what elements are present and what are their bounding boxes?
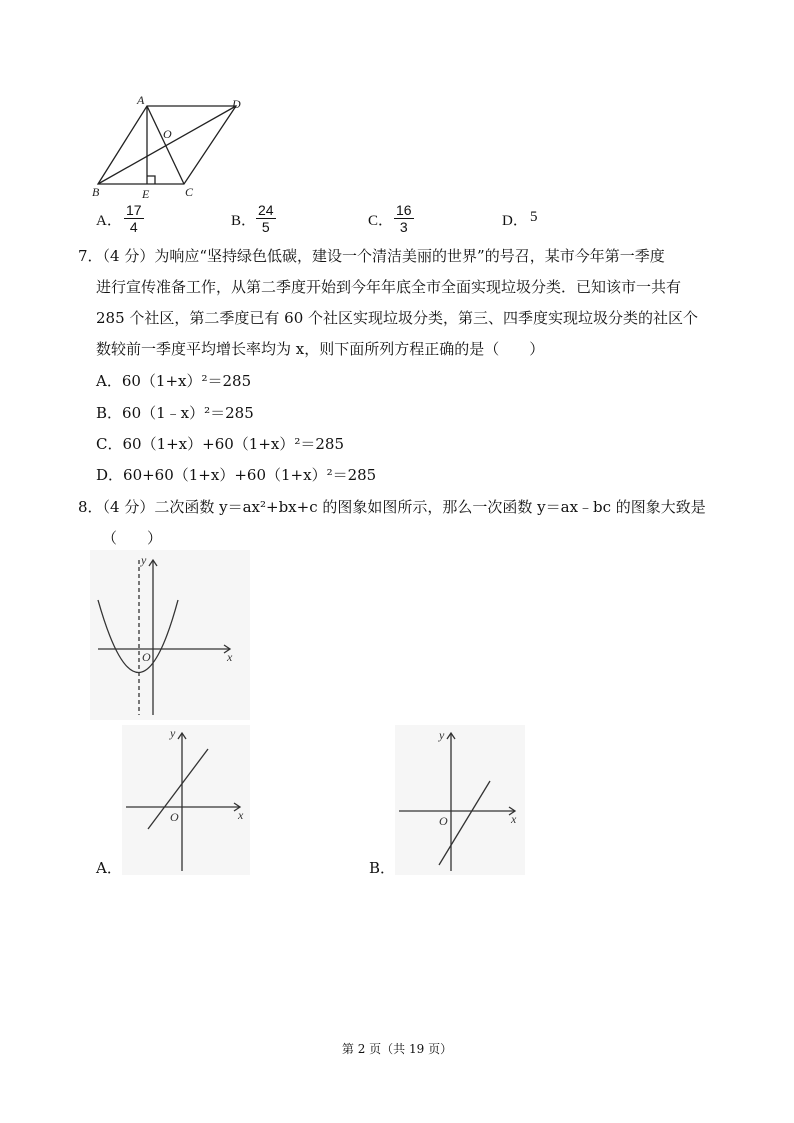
parabola-x-label: x [227,650,233,664]
q7-option-a: A．60（1+x）²＝285 [96,372,252,390]
option-b-graph [395,725,525,875]
q6-option-c-label: C． [368,213,394,229]
q6-option-d-label: D． [502,213,528,229]
q6-option-b-label: B． [231,213,257,229]
q6-option-b-numerator: 24 [258,202,274,218]
q6-option-b-fraction [256,202,276,235]
label-a: A [137,93,145,107]
q6-option-c-denominator: 3 [399,219,408,235]
q6-option-a-numerator: 17 [126,202,142,218]
rhombus-figure [88,92,258,204]
option-a-y-label: y [170,726,176,740]
q6-option-c-numerator: 16 [396,202,412,218]
diagonal-ac [147,106,184,184]
q7-option-c: C．60（1+x）+60（1+x）²＝285 [96,435,345,453]
q6-option-a-denominator: 4 [129,219,138,235]
q7-line-3: 285 个社区，第二季度已有 60 个社区实现垃圾分类，第三、四季度实现垃圾分类的社区个 [96,309,699,327]
q8-option-b-label: B． [369,859,396,877]
label-b: B [92,185,100,199]
q8-option-a-label: A． [96,859,122,877]
parabola-graph [90,550,250,720]
option-b-x-label: x [511,812,517,826]
q7-line-1: 7．（4 分）为响应“坚持绿色低碳，建设一个清洁美丽的世界”的号召，某市今年第一季度 [78,247,665,265]
label-o: O [163,127,172,141]
q7-option-d: D．60+60（1+x）+60（1+x）²＝285 [96,466,377,484]
q6-option-b-denominator: 5 [261,219,270,235]
option-a-graph [122,725,250,875]
option-a-x-label: x [238,808,244,822]
q6-option-a-fraction [124,202,144,235]
q6-option-a-label: A． [96,213,122,229]
option-b-origin-label: O [439,814,448,828]
q6-option-d-value: 5 [530,209,538,225]
q7-line-4: 数较前一季度平均增长率均为 x，则下面所列方程正确的是（ ） [96,340,545,358]
label-e: E [142,187,150,201]
parabola-y-label: y [141,553,147,567]
option-b-y-label: y [439,728,445,742]
q6-option-c-fraction [394,202,414,235]
diagonal-bd [98,106,236,184]
label-c: C [185,185,194,199]
right-angle-mark [147,176,155,184]
page-footer: 第 2 页（共 19 页） [341,1042,453,1056]
q7-line-2: 进行宣传准备工作，从第二季度开始到今年年底全市全面实现垃圾分类．已知该市一共有 [96,278,682,296]
label-d: D [232,97,241,111]
q8-line-1: 8．（4 分）二次函数 y＝ax²+bx+c 的图象如图所示，那么一次函数 y＝ax﹣bc 的图象大致是 [78,498,706,516]
option-a-origin-label: O [170,810,179,824]
parabola-origin-label: O [142,650,151,664]
q8-line-2: （ ） [102,529,163,547]
q7-option-b: B．60（1﹣x）²＝285 [96,404,254,422]
